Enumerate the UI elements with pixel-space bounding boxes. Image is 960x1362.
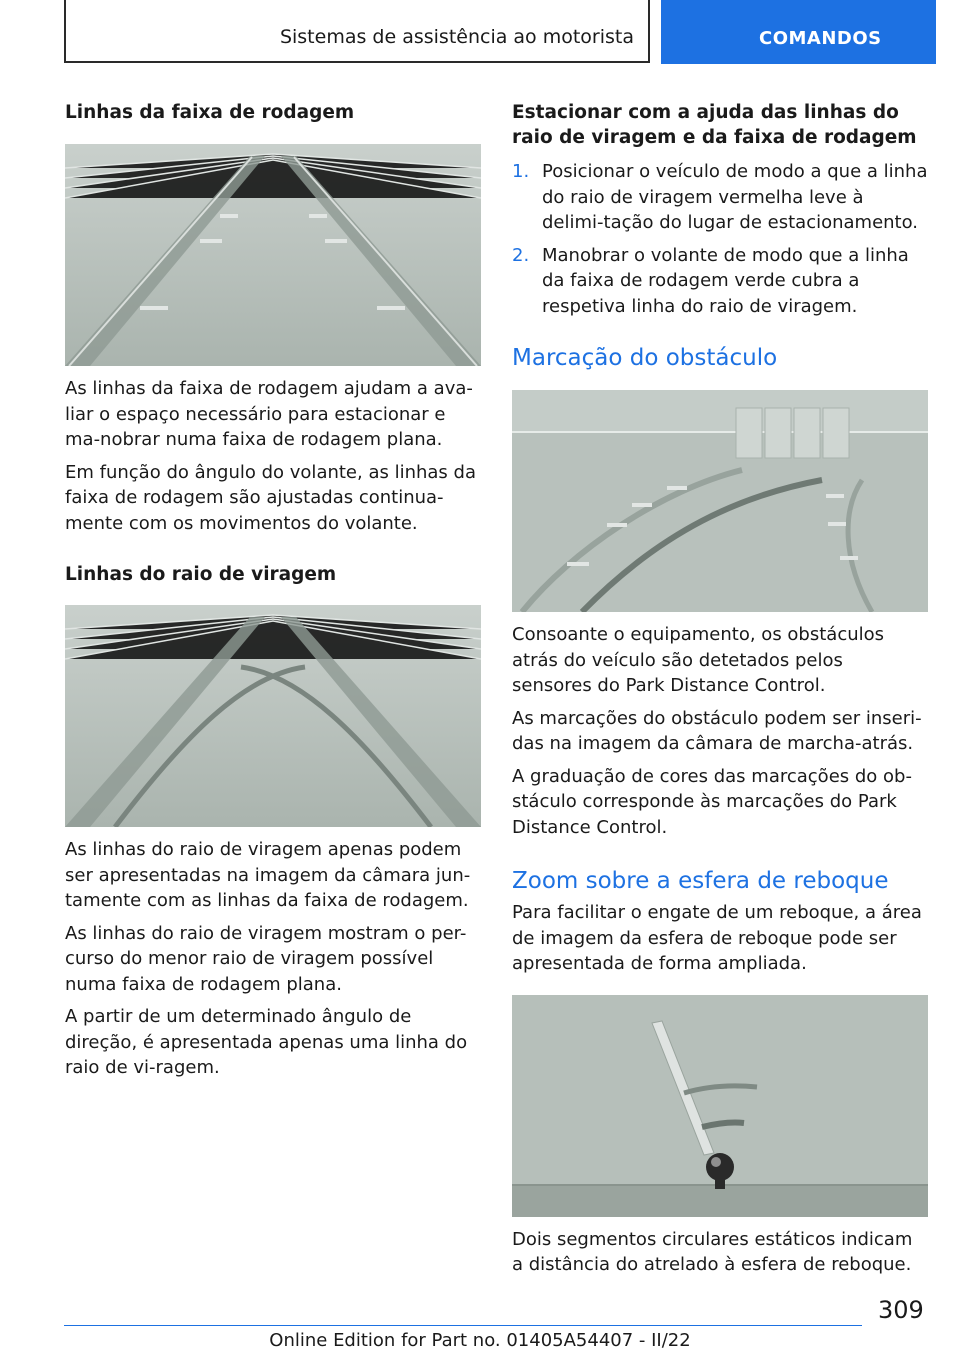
header-section-title: Sistemas de assistência ao motorista [279,26,634,48]
header-tab-comandos[interactable] [661,0,936,64]
paragraph-zoom-2: Dois segmentos circulares estáticos indicam a distância do atrelado à esfera de reboque. [512,1228,913,1275]
heading-linhas-faixa: Linhas da faixa de rodagem [65,102,355,123]
step-text: Posicionar o veículo de modo a que a linha do raio de viragem vermelha leve à delimi-tação do lugar de estacionamento. [542,161,928,233]
heading-marcacao-obstaculo: Marcação do obstáculo [512,345,778,371]
paragraph-radius-3: A partir de um determinado ângulo de direção, é apresentada apenas uma linha do raio de vi-ragem. [65,1006,468,1078]
obstacle-marking-figure [512,390,928,612]
header-tab-label: COMANDOS [759,28,882,49]
steps-list [512,159,928,319]
header-section-box [64,0,650,63]
right-column [512,100,928,1278]
paragraph-zoom-1: Para facilitar o engate de um reboque, a área de imagem da esfera de reboque pode ser apresentada de forma ampliada. [512,902,922,974]
turning-radius-figure [65,605,481,827]
lane-lines-figure [65,144,481,366]
paragraph-obstacle-2: As marcações do obstáculo podem ser inseri-das na imagem da câmara de marcha-atrás. [512,707,922,754]
paragraph-obstacle-3: A graduação de cores das marcações do ob-stáculo corresponde às marcações do Park Distance Control. [512,765,912,838]
heading-raio-viragem: Linhas do raio de viragem [65,564,337,585]
step-number: 2. [512,244,530,266]
left-column [65,100,481,1081]
step-text: Manobrar o volante de modo que a linha da faixa de rodagem verde cubra a respetiva linha do raio de viragem. [542,244,909,317]
list-item [512,243,928,320]
heading-estacionar: Estacionar com a ajuda das linhas do raio de viragem e da faixa de rodagem [512,102,917,148]
footer-edition: Online Edition for Part no. 01405A54407 - II/22 [269,1330,691,1351]
heading-zoom-reboque: Zoom sobre a esfera de reboque [512,868,889,894]
list-item [512,159,928,236]
paragraph-lane-1: As linhas da faixa de rodagem ajudam a ava-liar o espaço necessário para estacionar e ma-nobrar numa faixa de rodagem plana. [65,378,473,450]
paragraph-radius-1: As linhas do raio de viragem apenas podem ser apresentadas na imagem da câmara jun-tamente com as linhas da faixa de rodagem. [65,839,471,911]
paragraph-lane-2: Em função do ângulo do volante, as linhas da faixa de rodagem são ajustadas continua-mente com os movimentos do volante. [65,461,476,534]
page-number: 309 [878,1296,924,1324]
step-number: 1. [512,161,530,182]
paragraph-obstacle-1: Consoante o equipamento, os obstáculos atrás do veículo são detetados pelos sensores do Park Distance Control. [512,624,885,696]
tow-ball-zoom-figure [512,995,928,1217]
footer-divider [64,1325,862,1326]
paragraph-radius-2: As linhas do raio de viragem mostram o per-curso do menor raio de viragem possível numa faixa de rodagem plana. [65,922,467,995]
